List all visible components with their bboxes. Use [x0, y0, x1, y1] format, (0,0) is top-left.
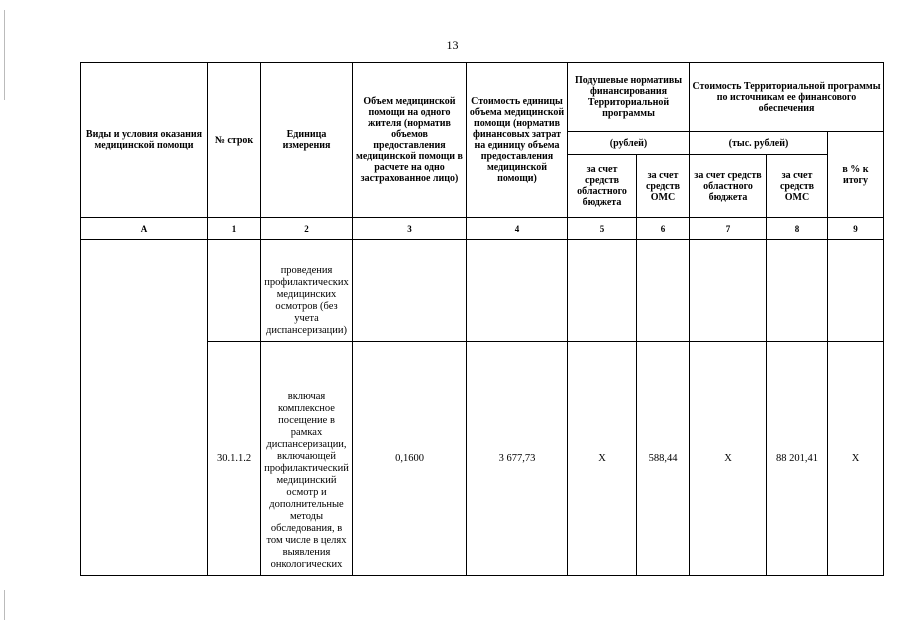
unit-cost-cell: 3 677,73	[467, 342, 568, 576]
volume-cell	[353, 240, 467, 342]
index-cell: 4	[467, 218, 568, 240]
line-number-cell	[208, 240, 261, 342]
oms-rub-cell: 588,44	[637, 342, 690, 576]
header-unit-cost: Стоимость единицы объема медицинской помощи (норматив финансовых затрат на единицу объема предоставления медицинской помощи)	[467, 63, 568, 218]
volume-cell: 0,1600	[353, 342, 467, 576]
unit-cell: проведения профилактических медицинских осмотров (без учета диспансеризации)	[261, 240, 353, 342]
budget-thousand-cell	[690, 240, 767, 342]
index-cell: 8	[767, 218, 828, 240]
header-unit-thousand-rubles: (тыс. рублей)	[690, 132, 828, 155]
funding-table	[80, 62, 884, 576]
table-row	[81, 240, 884, 342]
budget-thousand-cell: Х	[690, 342, 767, 576]
index-cell: 1	[208, 218, 261, 240]
budget-rub-cell: Х	[568, 342, 637, 576]
header-line-number: № строк	[208, 63, 261, 218]
index-cell: А	[81, 218, 208, 240]
care-type-cell	[81, 240, 208, 576]
header-care-type: Виды и условия оказания медицинской помощи	[81, 63, 208, 218]
oms-rub-cell	[637, 240, 690, 342]
line-number-cell: 30.1.1.2	[208, 342, 261, 576]
oms-thousand-cell	[767, 240, 828, 342]
header-oms-thousand: за счет средств ОМС	[767, 155, 828, 218]
index-cell: 3	[353, 218, 467, 240]
index-cell: 7	[690, 218, 767, 240]
index-cell: 5	[568, 218, 637, 240]
unit-cost-cell	[467, 240, 568, 342]
header-per-capita-group: Подушевые нормативы финансирования Территориальной программы	[568, 63, 690, 132]
scan-edge-mark	[4, 10, 5, 100]
index-cell: 9	[828, 218, 884, 240]
percent-cell	[828, 240, 884, 342]
percent-cell: Х	[828, 342, 884, 576]
header-cost-group: Стоимость Территориальной программы по источникам ее финансового обеспечения	[690, 63, 884, 132]
scan-edge-mark	[4, 590, 5, 620]
header-budget-rub: за счет средств областного бюджета	[568, 155, 637, 218]
index-cell: 6	[637, 218, 690, 240]
page-number: 13	[446, 38, 459, 52]
index-cell: 2	[261, 218, 353, 240]
header-unit: Единица измерения	[261, 63, 353, 218]
header-volume: Объем медицинской помощи на одного жителя (норматив объемов предоставления медицинской помощи в расчете на одно застрахованное лицо)	[353, 63, 467, 218]
header-oms-rub: за счет средств ОМС	[637, 155, 690, 218]
header-percent: в % к итогу	[828, 132, 884, 218]
unit-cell: включая комплексное посещение в рамках диспансеризации, включающей профилактический медицинский осмотр и дополнительные методы обследования, в том числе в целях выявления онкологических	[261, 342, 353, 576]
oms-thousand-cell: 88 201,41	[767, 342, 828, 576]
header-budget-thousand: за счет средств областного бюджета	[690, 155, 767, 218]
budget-rub-cell	[568, 240, 637, 342]
header-unit-rubles: (рублей)	[568, 132, 690, 155]
